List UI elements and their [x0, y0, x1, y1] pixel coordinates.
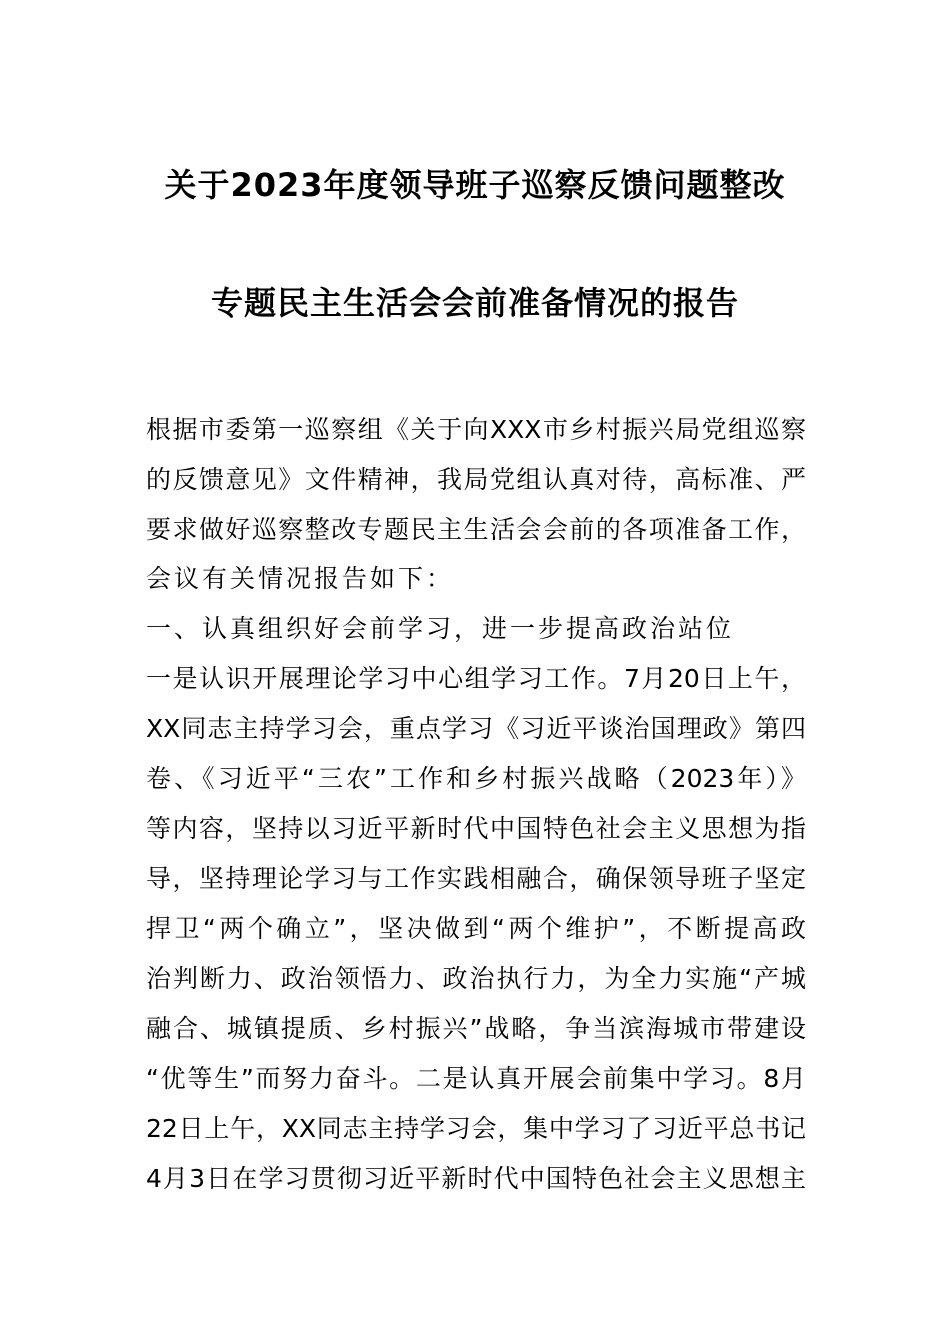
document-title-line-1: 关于2023年度领导班子巡察反馈问题整改	[164, 166, 786, 204]
body-line: 根据市委第一巡察组《关于向XXX市乡村振兴局党组巡察	[146, 415, 806, 444]
body-line: 的反馈意见》文件精神，我局党组认真对待，高标准、严	[146, 465, 806, 494]
body-line: 等内容，坚持以习近平新时代中国特色社会主义思想为指	[146, 814, 806, 843]
body-line: 4月3日在学习贯彻习近平新时代中国特色社会主义思想主	[146, 1164, 806, 1193]
body-line: 治判断力、政治领悟力、政治执行力，为全力实施“产城	[146, 964, 806, 993]
body-line: 融合、城镇提质、乡村振兴”战略，争当滨海城市带建设	[146, 1014, 806, 1043]
document-title-line-2: 专题民主生活会会前准备情况的报告	[210, 284, 739, 322]
body-line: 卷、《习近平“三农”工作和乡村振兴战略（2023年）》	[146, 764, 806, 793]
body-line: XX同志主持学习会，重点学习《习近平谈治国理政》第四	[146, 714, 806, 743]
body-line: “优等生”而努力奋斗。二是认真开展会前集中学习。8月	[146, 1064, 806, 1093]
section-heading: 一、认真组织好会前学习，进一步提高政治站位	[146, 614, 735, 643]
body-line: 导，坚持理论学习与工作实践相融合，确保领导班子坚定	[146, 864, 806, 893]
body-line: 22日上午，XX同志主持学习会，集中学习了习近平总书记	[146, 1114, 806, 1143]
body-line: 会议有关情况报告如下：	[146, 564, 455, 593]
body-line: 要求做好巡察整改专题民主生活会会前的各项准备工作，	[146, 515, 806, 544]
body-line: 捍卫“两个确立”，坚决做到“两个维护”，不断提高政	[146, 914, 806, 943]
body-line: 一是认识开展理论学习中心组学习工作。7月20日上午，	[146, 664, 806, 693]
